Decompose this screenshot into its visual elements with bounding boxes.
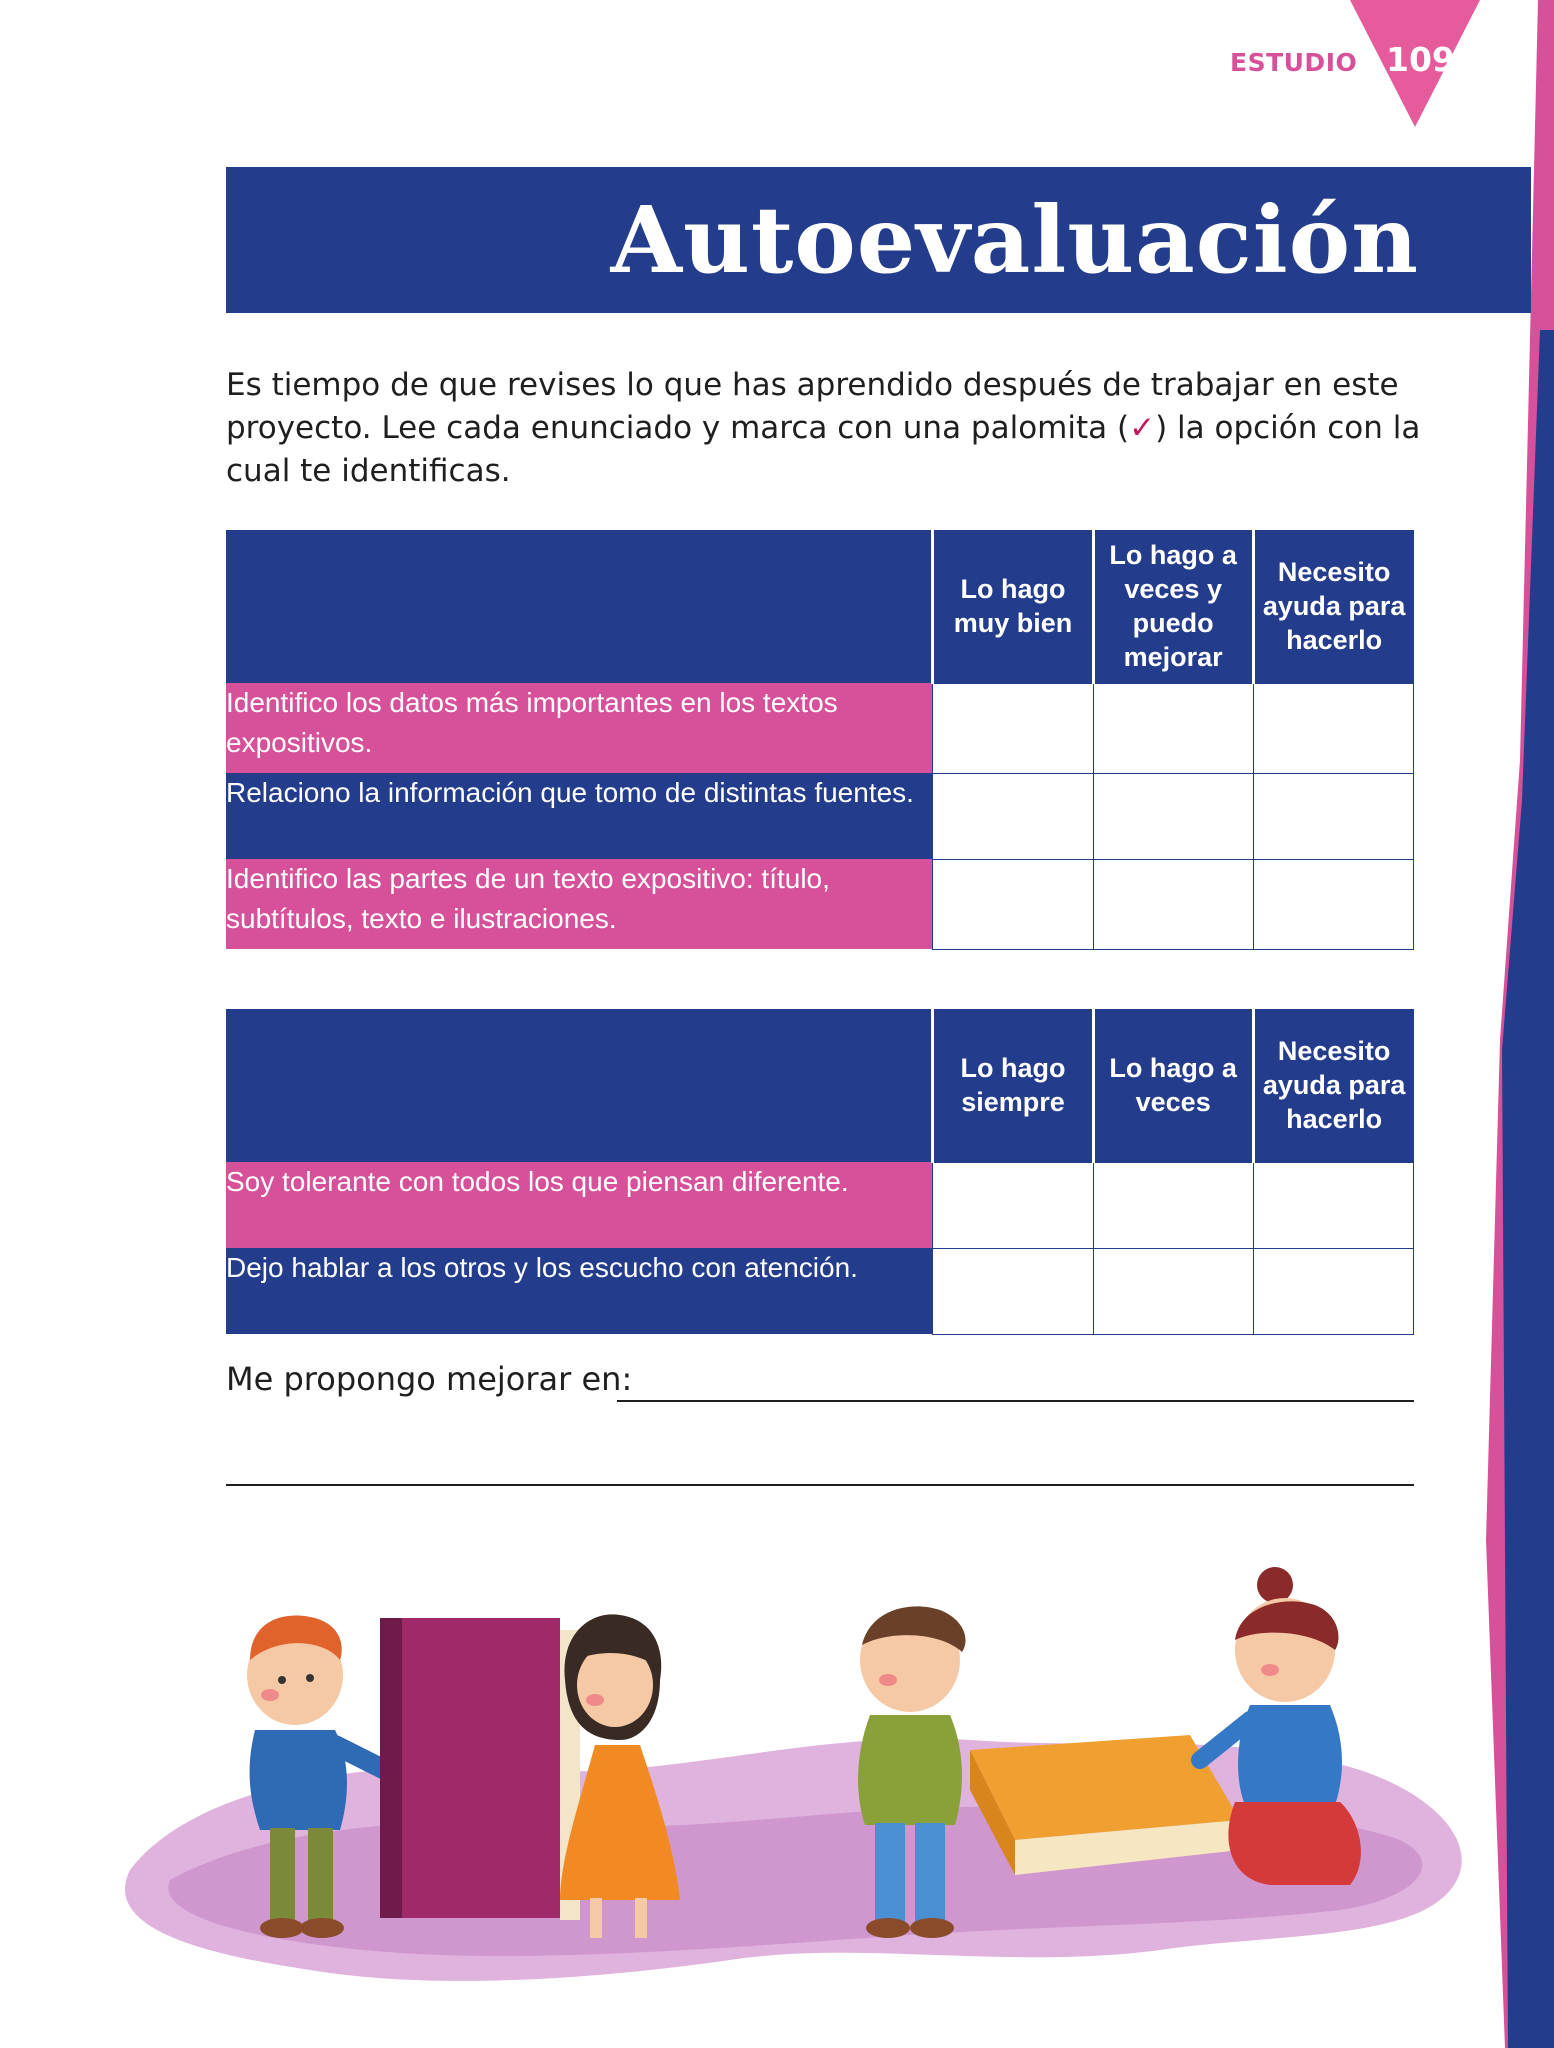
- column-header: Lo hago muy bien: [933, 530, 1093, 683]
- table-header-blank: [226, 530, 933, 683]
- table-row: [226, 1248, 1414, 1334]
- checkbox-cell[interactable]: [1093, 683, 1253, 773]
- checkbox-cell[interactable]: [1253, 1248, 1413, 1334]
- checkbox-cell[interactable]: [1253, 683, 1413, 773]
- checkbox-cell[interactable]: [933, 1162, 1093, 1248]
- page-title: Autoevaluación: [610, 186, 1419, 294]
- self-evaluation-table-2: [226, 1009, 1414, 1335]
- checkbox-cell[interactable]: [1093, 1248, 1253, 1334]
- improve-label: Me propongo mejorar en:: [226, 1360, 633, 1398]
- statement-cell: Soy tolerante con todos los que piensan diferente.: [226, 1162, 933, 1248]
- column-header: Necesito ayuda para hacerlo: [1253, 1009, 1413, 1162]
- checkbox-cell[interactable]: [1093, 773, 1253, 859]
- intro-text-before: Es tiempo de que revises lo que has aprendido después de trabajar en este proyecto. Lee cada enunciado y marca con una palomita (: [226, 367, 1399, 446]
- column-header: Lo hago siempre: [933, 1009, 1093, 1162]
- statement-cell: Dejo hablar a los otros y los escucho con atención.: [226, 1248, 933, 1334]
- improve-answer-line-2[interactable]: [226, 1484, 1414, 1486]
- checkbox-cell[interactable]: [1093, 1162, 1253, 1248]
- page-number: 109: [1386, 40, 1455, 79]
- intro-text-after: ) la opción con la cual te identificas.: [226, 410, 1421, 489]
- self-evaluation-table-1: [226, 530, 1414, 950]
- intro-paragraph: [226, 364, 1426, 493]
- checkbox-cell[interactable]: [933, 1248, 1093, 1334]
- checkbox-cell[interactable]: [1093, 859, 1253, 949]
- table-row: [226, 683, 1414, 773]
- checkbox-cell[interactable]: [1253, 773, 1413, 859]
- checkbox-cell[interactable]: [933, 683, 1093, 773]
- checkbox-cell[interactable]: [1253, 1162, 1413, 1248]
- checkbox-cell[interactable]: [933, 859, 1093, 949]
- checkbox-cell[interactable]: [933, 773, 1093, 859]
- checkbox-cell[interactable]: [1253, 859, 1413, 949]
- column-header: Lo hago a veces y puedo mejorar: [1093, 530, 1253, 683]
- table-row: [226, 859, 1414, 949]
- title-banner: [226, 167, 1531, 313]
- statement-cell: Relaciono la información que tomo de distintas fuentes.: [226, 773, 933, 859]
- improve-answer-line-1[interactable]: [617, 1400, 1414, 1402]
- children-with-books-illustration: [110, 1540, 1520, 2000]
- statement-cell: Identifico las partes de un texto expositivo: título, subtítulos, texto e ilustraciones.: [226, 859, 933, 949]
- standing-book: [380, 1618, 580, 1920]
- column-header: Necesito ayuda para hacerlo: [1253, 530, 1413, 683]
- check-icon: ✓: [1129, 410, 1156, 446]
- table-row: [226, 1162, 1414, 1248]
- statement-cell: Identifico los datos más importantes en los textos expositivos.: [226, 683, 933, 773]
- column-header: Lo hago a veces: [1093, 1009, 1253, 1162]
- table-header-blank: [226, 1009, 933, 1162]
- table-row: [226, 773, 1414, 859]
- section-label: ESTUDIO: [1230, 48, 1358, 77]
